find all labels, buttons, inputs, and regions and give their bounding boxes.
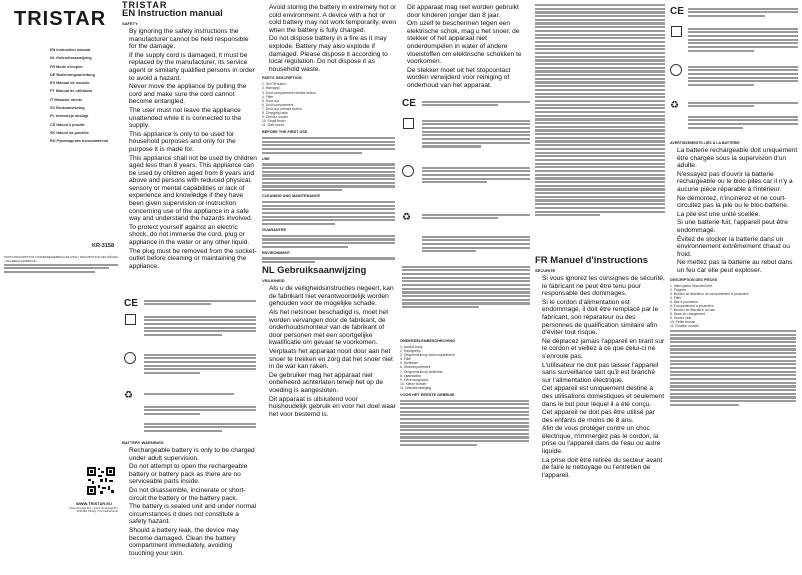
list-item: • La prise doit être retirée du secteur avant de faire le nettoyage ou l'entretien de l'appareil. — [542, 457, 665, 480]
list-item: • Om uzelf te beschermen tegen een elektrische schok, mag u het snoer, de stekker of het apparaat niet onderdompelen in water of andere vloeistoffen om elektrische schokken te voorkomen. — [407, 20, 533, 66]
model-number: KR-3158 — [92, 243, 115, 249]
en-battery-list — [122, 447, 258, 557]
language-item: FR Mode d'emploi — [50, 64, 83, 69]
fr-column-2 — [670, 0, 800, 575]
nl-symbol-text — [422, 118, 530, 149]
nl-safety-title: VEILIGHEID — [262, 278, 285, 284]
green-dot-icon — [124, 352, 136, 364]
language-list — [50, 46, 118, 146]
website: WWW.TRISTAR.EU — [76, 501, 112, 506]
list-item: 7. Dust cup release button — [262, 106, 302, 111]
en-cleaning-text — [262, 201, 395, 225]
nl-battery-text — [402, 264, 530, 310]
list-item: 7. Ontgrendelknop stofbeker — [400, 369, 443, 374]
list-item: • Avoid storing the battery in extremely hot or cold environment. A device with a hot or cold battery may not work temporarily, even when the battery is fully charged. — [269, 4, 397, 34]
list-item: • Do not disassemble, incinerate or short-circuit the battery or the battery pack. — [129, 487, 258, 502]
language-item: PL Instrukcja obsługi — [50, 114, 89, 119]
en-first-use-text — [262, 137, 395, 154]
ce-text — [144, 298, 256, 307]
fr-use-text — [670, 330, 796, 406]
nl-symbol-text-3 — [422, 234, 530, 254]
list-item: • N'essayez pas d'ouvrir la batterie rechargeable ou le bloc-piles car il n'y a aucune pièce réparable à l'intérieur. — [677, 171, 798, 194]
list-item: • Do not attempt to open the rechargeable battery or battery pack as there are no serviceable parts inside. — [129, 463, 258, 486]
list-item: 4. Filtre — [670, 295, 682, 300]
fr-column-1 — [535, 0, 667, 575]
en-use-title: USE — [262, 156, 270, 161]
en-guarantee-title: GUARANTEE — [262, 228, 287, 233]
en-heading: EN Instruction manual — [122, 8, 223, 19]
en-environment-text — [262, 257, 395, 263]
ce-mark-icon: CE — [124, 298, 138, 309]
double-insulation-icon — [403, 118, 414, 129]
list-item: • Cet appareil ne doit pas être utilisé par des enfants de moins de 8 ans. — [542, 409, 665, 424]
list-item: 11. Wandbevestiging — [400, 385, 432, 390]
list-item: • Évitez de stocker la batterie dans un environnement extrêmement chaud ou froid. — [677, 236, 798, 259]
ce-mark-icon: CE — [402, 98, 416, 109]
nl-recycle-text — [422, 212, 530, 221]
list-item: 2. Handgrip — [262, 86, 280, 91]
en-battery-cont-list — [262, 4, 397, 73]
qr-code — [86, 466, 116, 496]
fr-battery-list — [670, 147, 798, 275]
list-item: 5. Bac à poussière — [670, 299, 699, 304]
green-dot-text — [144, 352, 256, 376]
list-item: 3. Ontgrendelknop stofcompartiment — [400, 353, 455, 358]
list-item: 10. Petite brosse — [670, 320, 696, 325]
list-item: • Dit apparaat mag niet worden gebruikt door kinderen jonger dan 8 jaar. — [407, 4, 533, 19]
en-cleaning-title: CLEANING AND MAINTENANCE — [262, 194, 321, 199]
list-item: 6. Stofcompartiment — [400, 365, 431, 370]
list-item: 11. Fixation murale — [670, 324, 699, 329]
language-item: IT Manuale utente — [50, 97, 83, 102]
list-item: 4. Filter — [262, 94, 274, 99]
fr-parts-title: DESCRIPTION DES PIÈCES — [670, 277, 718, 282]
en-parts-list — [262, 82, 397, 127]
cover-column — [0, 0, 120, 575]
list-item: 8. Charging base — [262, 111, 288, 115]
brand-logo: TRISTAR — [14, 8, 107, 30]
nl-first-use-text — [400, 400, 529, 446]
list-item: • De gebruiker mag het apparaat niet onbeheerd achterlaten terwijl het op de voeding is aangesloten. — [269, 372, 397, 395]
en-battery-title: BATTERY WARNINGS — [122, 440, 164, 445]
list-item: • Ne démontez, n'incinérez et ne court-circuitez pas la pile ou le bloc-batterie. — [677, 195, 798, 210]
list-item: 2. Handgreep — [400, 349, 421, 354]
fr-recycle-text — [688, 100, 798, 109]
fr-symbol-text — [688, 26, 798, 53]
language-item: PT Manual de utilizador — [50, 89, 93, 94]
en-environment-title: ENVIRONMENT — [262, 250, 291, 255]
list-item: • Verplaats het apparaat nooit door aan het snoer te trekken en zorg dat het snoer niet in de war kan raken. — [269, 348, 397, 371]
green-dot-icon — [670, 64, 682, 76]
en-column-1 — [122, 0, 260, 575]
list-item: • By ignoring the safety instructions the manufacturer cannot be held responsible for the damage. — [129, 28, 258, 51]
en-first-use-title: BEFORE THE FIRST USE — [262, 130, 308, 135]
language-item: ES Manual de usuario — [50, 81, 90, 86]
nl-parts-title: ONDERDELENBESCHRIJVING — [400, 339, 456, 343]
brand-logo-small: TRISTAR — [122, 0, 168, 10]
list-item: • The plug must be removed from the socket-outlet before cleaning or maintaining the appliance. — [129, 248, 258, 271]
list-item: • Als het netsnoer beschadigd is, moet het worden vervangen door de fabrikant, de onderhoudsmonteur van de fabrikant of door personen met een soortgelijke kwalificatie om gevaar te voorkomen. — [269, 309, 397, 347]
en-guarantee-text — [262, 235, 395, 248]
list-item: • Do not dispose battery in a fire as it may explode. Battery may also explode if damaged. Please dispose it according to local regulation. Do not dispose it as household waste. — [269, 35, 397, 73]
list-item: • Never move the appliance by pulling the cord and make sure the cord cannot become entangled. — [129, 83, 258, 106]
fr-parts-list — [670, 284, 798, 329]
symbol-text-2 — [144, 421, 256, 434]
nl-safety-cont-list — [400, 4, 533, 90]
language-item: RU Руководство пользователя — [50, 139, 109, 144]
list-item: 7. Bouton de libération du bac — [670, 308, 716, 313]
list-item: • If the supply cord is damaged, it must be replaced by the manufacturer, its service agent or similarly qualified persons in order to avoid a hazard. — [129, 52, 258, 82]
list-item: 4. Filter — [400, 357, 412, 362]
list-item: • Dit apparaat is uitsluitend voor huishoudelijk gebruik en voor het doel waar het voor bestemd is. — [269, 396, 397, 419]
en-safety-title: SAFETY — [122, 21, 138, 26]
list-item: 1. On/Off button — [262, 82, 287, 87]
list-item: 10. Small brush — [262, 119, 286, 124]
list-item: 1. Aan/uit-knop — [400, 345, 423, 349]
language-item: SK Návod na použitie — [50, 130, 89, 135]
company-address: Tristar Europe B.V. | Jules Verneweg 87 | 5015 BH Tilburg | The Netherlands — [69, 507, 118, 514]
fr-safety-list — [535, 275, 665, 479]
list-item: 10. Kleine borstel — [400, 381, 427, 386]
list-item: • The battery is sealed unit and under normal circumstances it does not constitute a safety hazard. — [129, 503, 258, 526]
list-item: 6. Compartiment à poussière — [670, 303, 714, 308]
list-item: 8. Base de chargement — [670, 312, 706, 317]
list-item: • La pile est une unité scellée. — [677, 211, 798, 219]
list-item: 6. Dust compartment — [262, 102, 294, 107]
nl-safety-list — [262, 285, 397, 418]
list-item: 8. Laadstation — [400, 373, 422, 378]
list-item: 3. Dust compartment release button — [262, 90, 316, 95]
list-item: 11. Wall mount — [262, 123, 285, 128]
language-item: NL Gebruiksaanwijzing — [50, 56, 92, 61]
nl-first-use-title: VOOR HET EERSTE GEBRUIK — [400, 393, 455, 398]
nl-symbol-text-2 — [422, 165, 530, 185]
cover-note-lines — [4, 262, 118, 275]
nl-heading: NL Gebruiksaanwijzing — [262, 265, 367, 277]
list-item: 1. Interrupteur Marche/Arrêt — [670, 283, 712, 288]
list-item: 9. Kierenzuigmond — [400, 377, 429, 382]
recycle-icon: ♻ — [402, 212, 411, 223]
list-item: • De stekker moet uit het stopcontact worden verwijderd voor reiniging of onderhoud van het apparaat. — [407, 67, 533, 90]
list-item: • Si une batterie fuit, l'appareil peut être endommagé. — [677, 219, 798, 234]
list-item: 3. Bouton de libération du compartiment à poussière — [670, 291, 749, 296]
list-item: 9. Suceur plat — [670, 316, 691, 321]
nl-parts-block — [400, 336, 531, 447]
list-item: • This appliance shall not be used by children aged less than 8 years. This appliance can be used by children aged from 8 years and above and persons with reduced physical, sensory or mental capabilities or lack of experience and knowledge if they have been given supervision or instruction concerning use of the appliance in a safe way and understand the hazards involved. — [129, 155, 258, 223]
recycle-text — [144, 391, 256, 396]
list-item: • Als u de veiligheidsinstructies negeert, kan de fabrikant niet verantwoordelijk worden gehouden voor de mogelijke schade. — [269, 285, 397, 308]
fr-battery-title: AVERTISSEMENTS LIÉS À LA BATTERIE — [670, 141, 740, 145]
list-item: • Cet appareil est uniquement destiné à des utilisations domestiques et seulement dans le but pour lequel il a été conçu. — [542, 385, 665, 408]
language-item: CS Návod k použití — [50, 122, 85, 127]
list-item: • Si vous ignorez les consignes de sécurité, le fabricant ne peut être tenu pour responsable des dommages. — [542, 275, 665, 298]
list-item: • This appliance is only to be used for household purposes and only for the purpose it is made for. — [129, 131, 258, 154]
list-item: • Ne déplacez jamais l'appareil en tirant sur le cordon et veillez à ce que celui-ci ne s'enroule pas. — [542, 338, 665, 361]
list-item: • Rechargeable battery is only to be charged under adult supervision. — [129, 447, 258, 462]
fr-safety-title: SÉCURITÉ — [535, 268, 556, 273]
list-item: • Ne mettez pas la batterie au rebut dans un feu car elle peut exploser. — [677, 259, 798, 274]
cover-parts-note: PARTS DESCRIPTION | ONDERDELENBESCHRIJVING | DESCRIPTION DES PIÈCES | TEILEBESCHREIBUNG — [4, 255, 118, 263]
language-item: EN Instruction manual — [50, 48, 91, 52]
en-safety-list — [122, 28, 258, 270]
recycle-icon: ♻ — [670, 100, 679, 111]
fr-symbol-text-3 — [688, 114, 798, 130]
en-parts-title: PARTS DESCRIPTION — [262, 76, 302, 81]
list-item: 5. Stofbeker — [400, 361, 419, 366]
language-item: SV Bruksanvisning — [50, 106, 85, 111]
list-item: • L'utilisateur ne doit pas laisser l'appareil sans surveillance tant qu'il est branché sur l'alimentation électrique. — [542, 362, 665, 385]
list-item: • Should a battery leak, the device may become damaged. Clean the battery compartment immediately, avoiding touching your skin. — [129, 527, 258, 557]
en-column-2 — [262, 0, 397, 575]
fr-ce-text — [688, 6, 798, 19]
nl-use-text — [535, 4, 665, 216]
symbol-text — [144, 404, 256, 417]
list-item: • The user must not leave the appliance unattended while it is connected to the supply. — [129, 107, 258, 130]
double-insulation-icon — [125, 314, 136, 325]
ce-mark-icon: CE — [670, 6, 684, 17]
nl-parts-list — [400, 345, 531, 390]
list-item: • Si le cordon d'alimentation est endommagé, il doit être remplacé par le fabricant, son réparateur ou des personnes de qualification similaire afin d'éviter tout risque. — [542, 299, 665, 337]
nl-column — [400, 0, 533, 575]
en-use-text — [262, 163, 395, 191]
fr-heading: FR Manuel d'instructions — [535, 255, 649, 266]
double-insulation-icon — [671, 26, 682, 37]
recycle-icon: ♻ — [124, 390, 133, 401]
list-item: • To protect yourself against an electric shock, do not immerse the cord, plug or appliance in the water or any other liquid. — [129, 224, 258, 247]
list-item: 2. Poignée — [670, 287, 687, 292]
nl-ce-text — [422, 99, 530, 108]
double-insulation-text — [144, 314, 256, 338]
language-item: DE Bedienungsanleitung — [50, 72, 95, 77]
list-item: 9. Crevice nozzle — [262, 115, 289, 120]
list-item: • Afin de vous protéger contre un choc électrique, n'immergez pas le cordon, la prise ou l'appareil dans de l'eau ou autre liquide. — [542, 425, 665, 455]
green-dot-icon — [402, 165, 414, 177]
fr-symbol-text-2 — [688, 64, 798, 88]
list-item: 5. Dust cup — [262, 98, 280, 103]
list-item: • La batterie rechargeable doit uniquement être chargée sous la supervision d'un adulte. — [677, 147, 798, 170]
